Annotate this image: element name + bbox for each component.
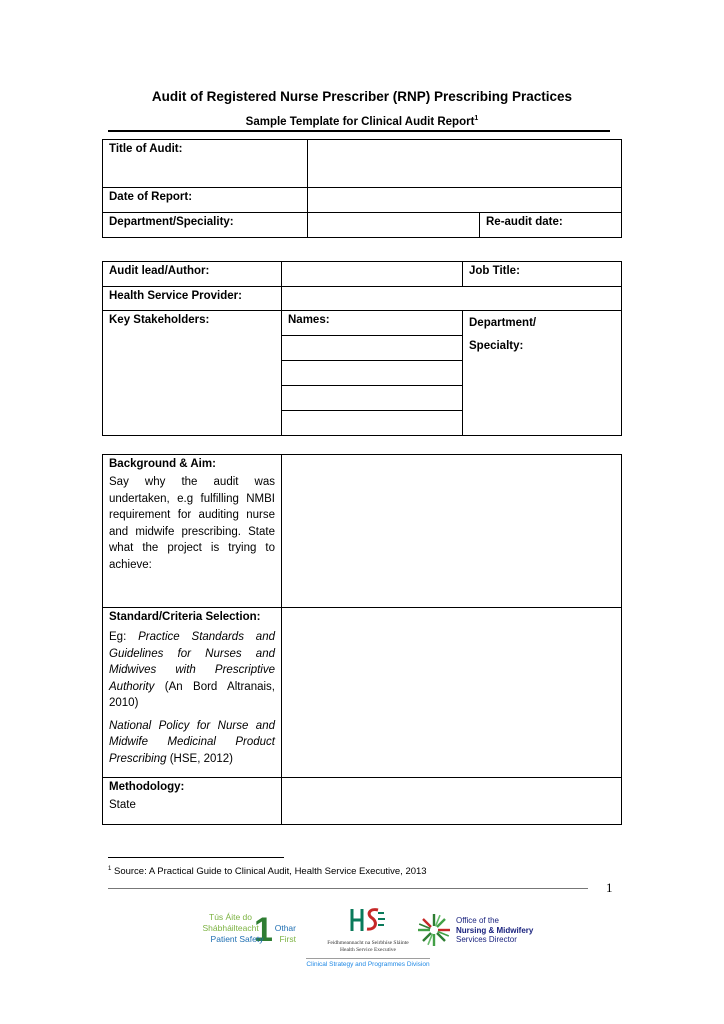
hse-sub-irish: Feidhmeannacht na Seirbhíse Sláinte [327,940,409,946]
footnote-ref: 1 [108,866,112,872]
background-aim-text: Say why the audit was undertaken, e.g fulfilling NMBI requirement for auditing nurse and midwife prescribing. State what the project is trying to achieve: [109,476,275,571]
methodology-field[interactable] [282,778,622,825]
standard-criteria-field[interactable] [282,608,622,778]
footnote-rule [108,857,284,858]
department-specialty-line2: Specialty: [469,340,524,352]
patient-safety-line3: Patient Safety First [210,934,296,944]
document-subtitle [0,115,724,128]
methodology-heading: Methodology: [109,781,185,793]
health-service-provider-field[interactable] [282,287,622,311]
background-aim-heading: Background & Aim: [109,458,216,470]
title-of-audit-label: Title of Audit: [103,140,308,188]
standard-ref1-title: Practice Standards and Guidelines for Nurses and Midwives with Prescriptive Authority [109,631,275,693]
audit-team-table [102,261,622,436]
onmsd-logo [416,912,536,952]
job-title-label: Job Title: [463,262,622,287]
methodology-cell [103,778,282,825]
department-speciality-label: Department/Speciality: [103,213,308,238]
names-field-4[interactable] [282,411,462,435]
background-aim-cell [103,455,282,608]
names-field-1[interactable] [282,336,462,361]
names-field-3[interactable] [282,386,462,411]
standard-ref2-source: (HSE, 2012) [166,752,234,765]
hse-logo [306,905,430,968]
footnote [108,866,427,877]
standard-ref1-prefix: Eg: [109,631,139,643]
audit-details-table [102,454,622,825]
hse-sub-english: Health Service Executive [340,947,396,953]
key-stakeholders-label: Key Stakeholders: [103,311,282,436]
standard-ref1-source: (An Bord Altranais, 2010) [109,680,275,709]
department-specialty-label [463,311,622,436]
standard-ref2-title: National Policy for Nurse and Midwife Medicinal Product Prescribing [109,719,275,765]
hse-mark-icon [348,905,388,935]
patient-safety-numeral: 1 [254,911,273,949]
page-number: 1 [606,880,613,895]
onmsd-line3: Services Director [456,935,517,944]
hse-division: Clinical Strategy and Programmes Division [306,958,430,968]
health-service-provider-label: Health Service Provider: [103,287,282,311]
onmsd-text [456,916,533,945]
footer-rule [108,888,588,889]
onmsd-line1: Office of the [456,916,499,925]
names-field-stack [282,336,463,436]
subtitle-footnote-ref: 1 [474,115,479,122]
date-of-report-label: Date of Report: [103,188,308,213]
subtitle-text: Sample Template for Clinical Audit Report [245,115,475,128]
onmsd-starburst-icon [416,912,452,948]
names-label: Names: [282,311,463,336]
audit-lead-label: Audit lead/Author: [103,262,282,287]
reaudit-date-label: Re-audit date: [480,213,622,238]
title-of-audit-field[interactable] [308,140,622,188]
methodology-text: State [109,799,136,811]
patient-safety-first-logo [196,912,296,952]
department-speciality-field[interactable] [308,213,480,238]
title-rule [108,130,610,132]
standard-criteria-cell [103,608,282,778]
document-title: Audit of Registered Nurse Prescriber (RNP) Prescribing Practices [151,89,573,104]
standard-criteria-heading: Standard/Criteria Selection: [109,611,261,623]
footnote-text: Source: A Practical Guide to Clinical Audit, Health Service Executive, 2013 [111,866,427,878]
background-aim-field[interactable] [282,455,622,608]
patient-safety-line1: Tús Áite do [209,912,252,922]
patient-safety-line2: Shábháilteacht Othar [202,923,296,933]
date-of-report-field[interactable] [308,188,622,213]
audit-lead-field[interactable] [282,262,463,287]
names-field-2[interactable] [282,361,462,386]
onmsd-line2: Nursing & Midwifery [456,925,534,935]
department-specialty-line1: Department/ [469,317,537,329]
audit-info-table [102,139,622,238]
standard-reference-1 [109,629,275,712]
standard-reference-2 [109,718,275,768]
